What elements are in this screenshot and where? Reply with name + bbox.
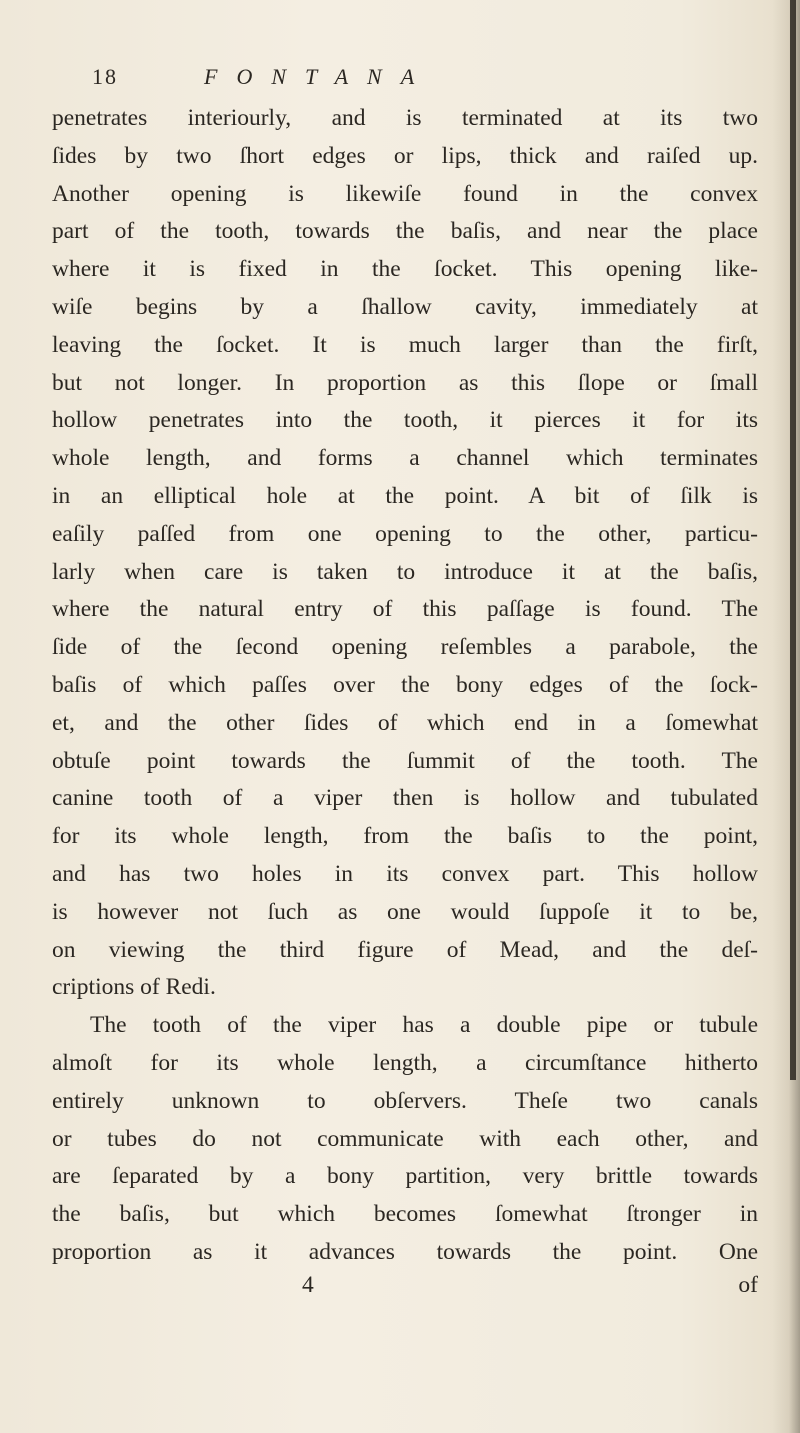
text-line: et, and the other ſides of which end in a ſomewhat [52, 709, 758, 736]
catchline [52, 1272, 758, 1302]
paragraph-end-line: criptions of Redi. [52, 974, 216, 1001]
text-line: baſis of which paſſes over the bony edges of the ſock- [52, 671, 758, 698]
text-line: for its whole length, from the baſis to the point, [52, 823, 758, 850]
text-line: ſide of the ſecond opening reſembles a parabole, the [52, 634, 758, 661]
text-line: hollow penetrates into the tooth, it pierces it for its [52, 407, 758, 434]
text-line: in an elliptical hole at the point. A bit of ſilk is [52, 482, 758, 509]
text-line: but not longer. In proportion as this ſlope or ſmall [52, 369, 758, 396]
text-line: almoſt for its whole length, a circumſtance hitherto [52, 1049, 758, 1076]
text-line: obtuſe point towards the ſummit of the tooth. The [52, 747, 758, 774]
text-line: Another opening is likewiſe found in the convex [52, 180, 758, 207]
running-header [92, 64, 712, 94]
text-line: is however not ſuch as one would ſuppoſe it to be, [52, 898, 758, 925]
text-line: entirely unknown to obſervers. Theſe two canals [52, 1087, 758, 1114]
text-line: proportion as it advances towards the point. One [52, 1238, 758, 1265]
text-line: ſides by two ſhort edges or lips, thick and raiſed up. [52, 142, 758, 169]
binding-edge [790, 0, 796, 1080]
text-line: leaving the ſocket. It is much larger than the firſt, [52, 331, 758, 358]
text-line: wiſe begins by a ſhallow cavity, immediately at [52, 293, 758, 320]
text-line: penetrates interiourly, and is terminated at its two [52, 105, 758, 131]
text-line: whole length, and forms a channel which terminates [52, 445, 758, 472]
text-line: are ſeparated by a bony partition, very brittle towards [52, 1163, 758, 1190]
signature-mark: 4 [302, 1272, 314, 1298]
catchword: of [738, 1272, 758, 1298]
running-title: FONTANA [204, 64, 434, 89]
text-line: part of the tooth, towards the baſis, and near the place [52, 218, 758, 245]
text-line: canine tooth of a viper then is hollow and tubulated [52, 785, 758, 812]
text-line: the baſis, but which becomes ſomewhat ſtronger in [52, 1201, 758, 1228]
text-line: or tubes do not communicate with each other, and [52, 1125, 758, 1152]
text-line: and has two holes in its convex part. This hollow [52, 860, 758, 887]
paragraph-start-line: The tooth of the viper has a double pipe or tubule [90, 1012, 758, 1039]
page-number: 18 [92, 64, 118, 89]
text-line: where the natural entry of this paſſage is found. The [52, 596, 758, 623]
text-line: where it is fixed in the ſocket. This opening like- [52, 256, 758, 283]
text-line: on viewing the third figure of Mead, and the deſ- [52, 936, 758, 963]
text-line: eaſily paſſed from one opening to the other, particu- [52, 520, 758, 547]
text-line: larly when care is taken to introduce it at the baſis, [52, 558, 758, 585]
body-text [52, 100, 758, 1272]
